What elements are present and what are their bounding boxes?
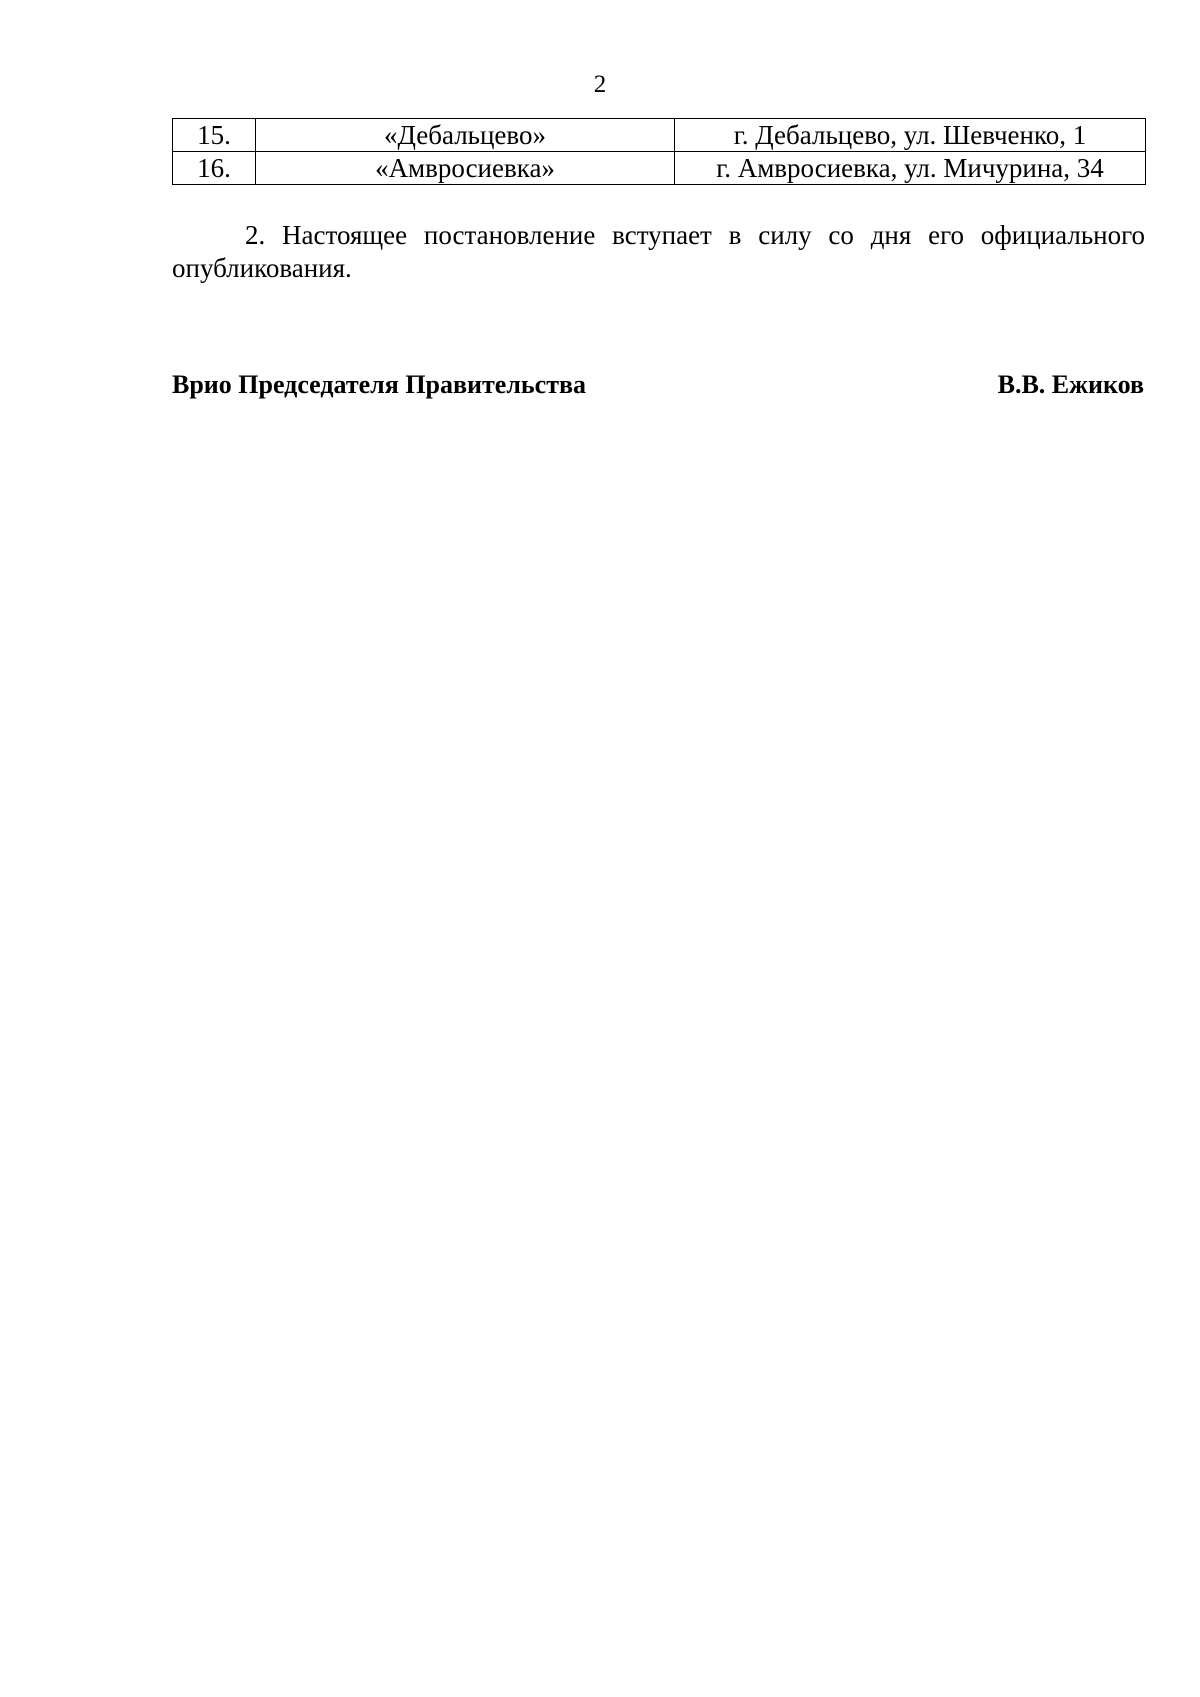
address-cell: г. Дебальцево, ул. Шевченко, 1	[675, 119, 1146, 152]
table-row	[173, 152, 1146, 185]
clause-2-paragraph: 2. Настоящее постановление вступает в силу со дня его официального опубликования.	[172, 220, 1145, 283]
signatory-name: В.В. Ежиков	[997, 370, 1144, 399]
name-cell: «Дебальцево»	[256, 119, 675, 152]
table-row	[173, 119, 1146, 152]
locations-table	[172, 118, 1146, 185]
signature-block	[172, 369, 1144, 401]
name-cell: «Амвросиевка»	[256, 152, 675, 185]
row-number-cell: 16.	[173, 152, 256, 185]
row-number-cell: 15.	[173, 119, 256, 152]
address-cell: г. Амвросиевка, ул. Мичурина, 34	[675, 152, 1146, 185]
page-number: 2	[593, 71, 607, 98]
signatory-position: Врио Председателя Правительства	[172, 370, 587, 399]
